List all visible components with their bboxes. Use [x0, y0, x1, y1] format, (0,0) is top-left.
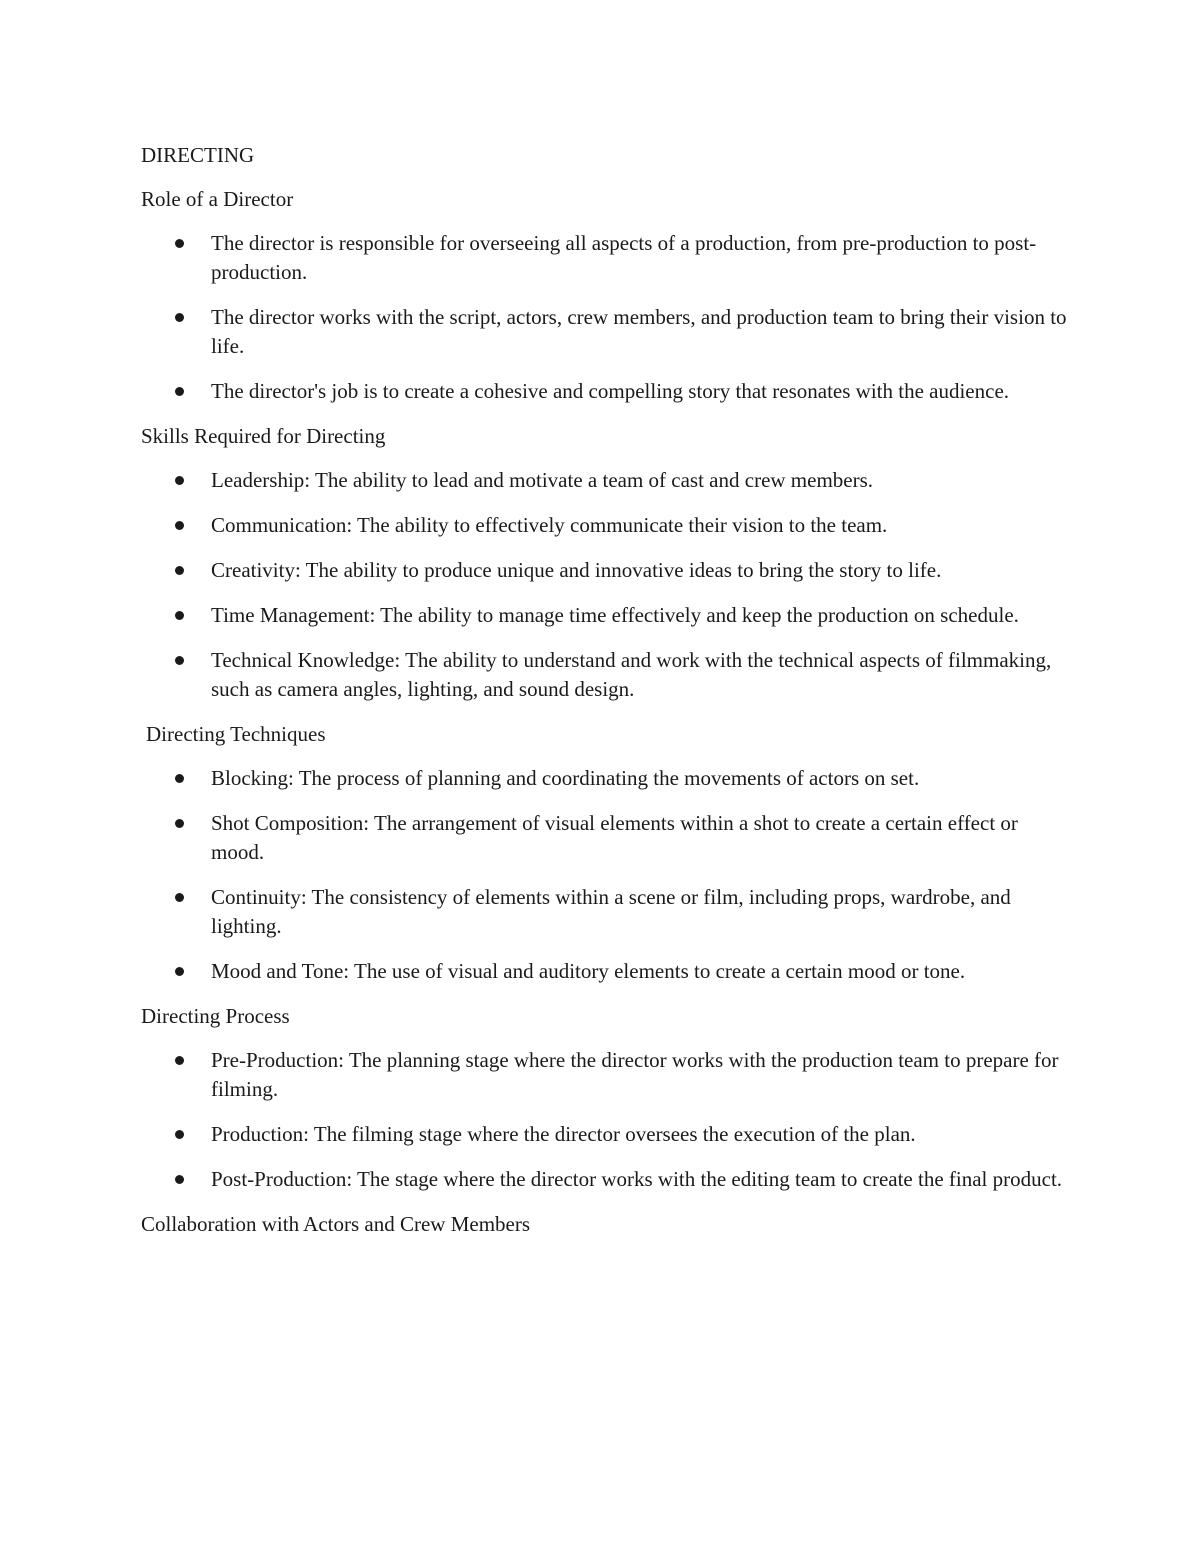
- bullet-icon: [175, 893, 184, 902]
- bullet-list: [141, 229, 1071, 406]
- bullet-list: [141, 764, 1071, 986]
- list-item-text: Continuity: The consistency of elements within a scene or film, including props, wardrobe, and lighting.: [211, 885, 1011, 938]
- list-item: [141, 601, 1071, 630]
- list-item-text: Time Management: The ability to manage time effectively and keep the production on schedule.: [211, 603, 1019, 627]
- list-item-text: The director works with the script, actors, crew members, and production team to bring their vision to life.: [211, 305, 1067, 358]
- list-item: [141, 1046, 1071, 1104]
- bullet-icon: [175, 476, 184, 485]
- list-item-text: Post-Production: The stage where the director works with the editing team to create the final product.: [211, 1167, 1063, 1191]
- list-item: [141, 229, 1071, 287]
- list-item: [141, 646, 1071, 704]
- list-item-text: Creativity: The ability to produce unique and innovative ideas to bring the story to life.: [211, 558, 942, 582]
- bullet-icon: [175, 521, 184, 530]
- list-item: [141, 1120, 1071, 1149]
- list-item-text: Communication: The ability to effectively communicate their vision to the team.: [211, 513, 888, 537]
- list-item-text: Mood and Tone: The use of visual and auditory elements to create a certain mood or tone.: [211, 959, 966, 983]
- list-item: [141, 511, 1071, 540]
- list-item-text: Production: The filming stage where the director oversees the execution of the plan.: [211, 1122, 916, 1146]
- section-skills-required: [141, 422, 1071, 704]
- bullet-list: [141, 1046, 1071, 1194]
- bullet-icon: [175, 611, 184, 620]
- bullet-icon: [175, 656, 184, 665]
- section-heading: Directing Process: [141, 1004, 290, 1028]
- section-heading: Role of a Director: [141, 187, 294, 211]
- list-item-text: Technical Knowledge: The ability to understand and work with the technical aspects of filmmaking, such as camera angles, lighting, and sound design.: [211, 648, 1052, 701]
- list-item: [141, 556, 1071, 585]
- bullet-icon: [175, 566, 184, 575]
- section-directing-techniques: [141, 720, 1071, 986]
- document-content: [141, 141, 1071, 1254]
- section-heading: Skills Required for Directing: [141, 424, 386, 448]
- list-item-text: Leadership: The ability to lead and motivate a team of cast and crew members.: [211, 468, 874, 492]
- bullet-list: [141, 466, 1071, 704]
- bullet-icon: [175, 967, 184, 976]
- list-item: [141, 377, 1071, 406]
- bullet-icon: [175, 1056, 184, 1065]
- bullet-icon: [175, 819, 184, 828]
- section-directing-process: [141, 1002, 1071, 1194]
- document-title: DIRECTING: [141, 143, 255, 167]
- section-role-of-director: [141, 185, 1071, 406]
- list-item-text: Blocking: The process of planning and coordinating the movements of actors on set.: [211, 766, 920, 790]
- list-item-text: The director's job is to create a cohesive and compelling story that resonates with the audience.: [211, 379, 1010, 403]
- list-item-text: The director is responsible for overseeing all aspects of a production, from pre-production to post-production.: [211, 231, 1037, 284]
- bullet-icon: [175, 313, 184, 322]
- bullet-icon: [175, 1130, 184, 1139]
- list-item: [141, 1165, 1071, 1194]
- bullet-icon: [175, 1175, 184, 1184]
- list-item: [141, 303, 1071, 361]
- section-collaboration: [141, 1210, 1071, 1239]
- list-item: [141, 809, 1071, 867]
- list-item: [141, 957, 1071, 986]
- list-item-text: Pre-Production: The planning stage where the director works with the production team to prepare for filming.: [211, 1048, 1059, 1101]
- list-item: [141, 764, 1071, 793]
- list-item: [141, 466, 1071, 495]
- list-item-text: Shot Composition: The arrangement of visual elements within a shot to create a certain effect or mood.: [211, 811, 1018, 864]
- section-heading: Directing Techniques: [146, 722, 326, 746]
- bullet-icon: [175, 774, 184, 783]
- section-heading: Collaboration with Actors and Crew Members: [141, 1212, 531, 1236]
- bullet-icon: [175, 239, 184, 248]
- bullet-icon: [175, 387, 184, 396]
- list-item: [141, 883, 1071, 941]
